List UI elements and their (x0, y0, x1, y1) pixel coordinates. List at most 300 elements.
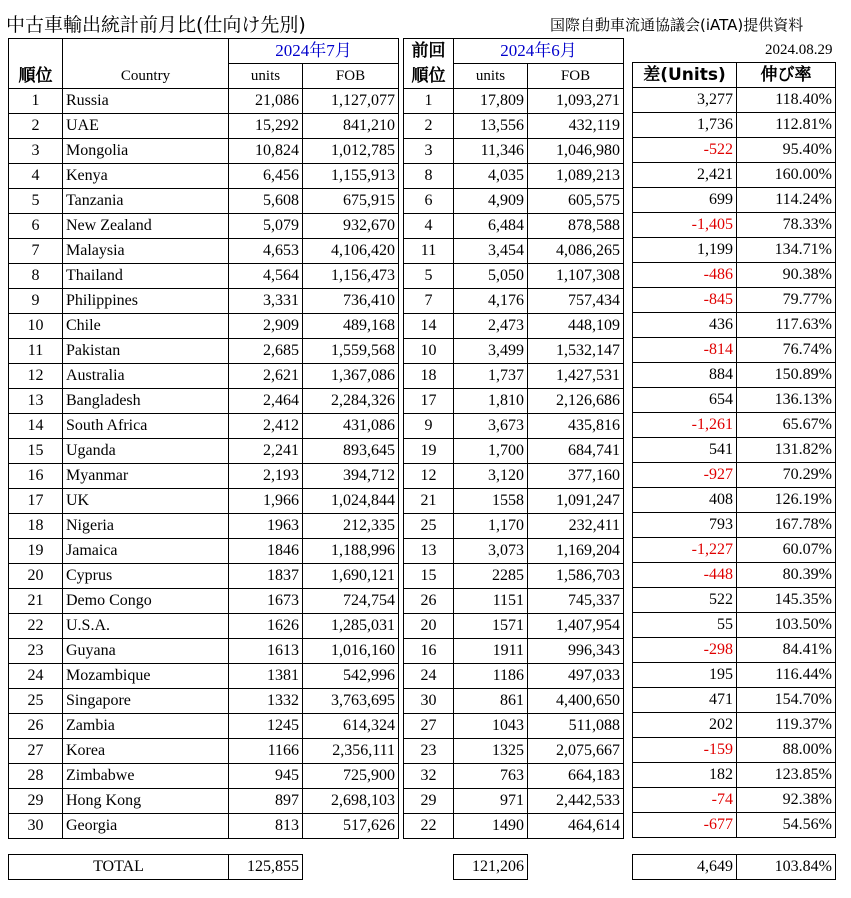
growth-cell: 103.50% (737, 613, 836, 638)
growth-cell: 136.13% (737, 388, 836, 413)
rank-cell: 25 (9, 689, 63, 714)
table-row (404, 514, 624, 539)
table-row (9, 764, 399, 789)
units-cell: 897 (229, 789, 303, 814)
table-row (633, 288, 836, 313)
corner-cell (63, 39, 229, 64)
table-row (404, 714, 624, 739)
diff-cell: 408 (633, 488, 737, 513)
prev-fob-cell: 464,614 (528, 814, 624, 839)
diff-cell: -845 (633, 288, 737, 313)
table-row (633, 113, 836, 138)
country-cell: Mozambique (63, 664, 229, 689)
growth-cell: 80.39% (737, 563, 836, 588)
growth-cell: 70.29% (737, 463, 836, 488)
country-cell: Thailand (63, 264, 229, 289)
prev-fob-cell: 2,126,686 (528, 389, 624, 414)
diff-cell: 3,277 (633, 88, 737, 113)
table-row (633, 538, 836, 563)
units-cell: 1,966 (229, 489, 303, 514)
country-cell: Nigeria (63, 514, 229, 539)
table-row (9, 489, 399, 514)
previous-month-header: 2024年6月 (454, 39, 624, 64)
table-row (633, 788, 836, 813)
fob-cell: 3,763,695 (303, 689, 399, 714)
total-diff: 4,649 (633, 855, 737, 880)
rank-cell: 18 (9, 514, 63, 539)
units-cell: 1381 (229, 664, 303, 689)
country-cell: Bangladesh (63, 389, 229, 414)
country-cell: Zimbabwe (63, 764, 229, 789)
table-row (9, 264, 399, 289)
fob-cell: 725,900 (303, 764, 399, 789)
prev-units-cell: 1,170 (454, 514, 528, 539)
units-header: units (229, 64, 303, 89)
diff-cell: 884 (633, 363, 737, 388)
diff-cell: -814 (633, 338, 737, 363)
fob-cell: 932,670 (303, 214, 399, 239)
country-cell: New Zealand (63, 214, 229, 239)
fob-cell: 736,410 (303, 289, 399, 314)
rank-cell: 13 (9, 389, 63, 414)
fob-cell: 542,996 (303, 664, 399, 689)
prev-rank-cell: 17 (404, 389, 454, 414)
table-row (404, 189, 624, 214)
prev-rank-cell: 30 (404, 689, 454, 714)
prev-fob-cell: 435,816 (528, 414, 624, 439)
growth-cell: 114.24% (737, 188, 836, 213)
table-row (404, 689, 624, 714)
prev-units-cell: 4,176 (454, 289, 528, 314)
prev-fob-cell: 757,434 (528, 289, 624, 314)
diff-cell: 182 (633, 763, 737, 788)
current-month-header: 2024年7月 (229, 39, 399, 64)
table-row (404, 439, 624, 464)
diff-cell: 436 (633, 313, 737, 338)
prev-units-cell: 1490 (454, 814, 528, 839)
table-row (404, 364, 624, 389)
table-row (633, 138, 836, 163)
table-row (9, 564, 399, 589)
table-row (404, 814, 624, 839)
table-row (404, 789, 624, 814)
prev-rank-cell: 8 (404, 164, 454, 189)
fob-cell: 1,188,996 (303, 539, 399, 564)
country-cell: Hong Kong (63, 789, 229, 814)
country-cell: Georgia (63, 814, 229, 839)
country-cell: Malaysia (63, 239, 229, 264)
total-current-table (8, 854, 303, 880)
units-cell: 2,685 (229, 339, 303, 364)
table-row (9, 414, 399, 439)
rank-cell: 27 (9, 739, 63, 764)
fob-cell: 724,754 (303, 589, 399, 614)
diff-cell: -677 (633, 813, 737, 838)
prev-fob-cell: 1,093,271 (528, 89, 624, 114)
diff-cell: -74 (633, 788, 737, 813)
prev-units-cell: 17,809 (454, 89, 528, 114)
prev-units-cell: 3,454 (454, 239, 528, 264)
prev-rank-cell: 26 (404, 589, 454, 614)
growth-cell: 78.33% (737, 213, 836, 238)
prev-rank-cell: 2 (404, 114, 454, 139)
fob-cell: 1,127,077 (303, 89, 399, 114)
table-row (9, 89, 399, 114)
table-row (404, 339, 624, 364)
fob-cell: 675,915 (303, 189, 399, 214)
prev-fob-cell: 1,091,247 (528, 489, 624, 514)
diff-cell: -927 (633, 463, 737, 488)
fob-cell: 1,559,568 (303, 339, 399, 364)
prev-rank-header-bottom: 順位 (404, 64, 454, 89)
prev-rank-cell: 18 (404, 364, 454, 389)
country-cell: Tanzania (63, 189, 229, 214)
country-cell: Philippines (63, 289, 229, 314)
growth-cell: 79.77% (737, 288, 836, 313)
table-row (404, 639, 624, 664)
rank-cell: 4 (9, 164, 63, 189)
growth-cell: 84.41% (737, 638, 836, 663)
prev-fob-cell: 497,033 (528, 664, 624, 689)
table-row (633, 588, 836, 613)
diff-cell: 793 (633, 513, 737, 538)
table-row (9, 814, 399, 839)
rank-cell: 29 (9, 789, 63, 814)
total-previous-table (453, 854, 528, 880)
units-cell: 1673 (229, 589, 303, 614)
growth-cell: 119.37% (737, 713, 836, 738)
rank-cell: 6 (9, 214, 63, 239)
prev-fob-cell: 377,160 (528, 464, 624, 489)
units-cell: 2,412 (229, 414, 303, 439)
units-cell: 1613 (229, 639, 303, 664)
fob-cell: 489,168 (303, 314, 399, 339)
table-row (633, 763, 836, 788)
growth-cell: 123.85% (737, 763, 836, 788)
table-row (9, 614, 399, 639)
rank-cell: 2 (9, 114, 63, 139)
diff-cell: -1,261 (633, 413, 737, 438)
table-row (404, 389, 624, 414)
diff-cell: 55 (633, 613, 737, 638)
prev-units-cell: 6,484 (454, 214, 528, 239)
prev-rank-cell: 12 (404, 464, 454, 489)
table-row (9, 464, 399, 489)
table-row (9, 139, 399, 164)
units-cell: 1332 (229, 689, 303, 714)
table-row (633, 663, 836, 688)
rank-cell: 30 (9, 814, 63, 839)
growth-cell: 60.07% (737, 538, 836, 563)
units-cell: 2,621 (229, 364, 303, 389)
rank-cell: 22 (9, 614, 63, 639)
units-cell: 2,909 (229, 314, 303, 339)
rank-header: 順位 (9, 64, 63, 89)
prev-fob-cell: 511,088 (528, 714, 624, 739)
table-row (9, 214, 399, 239)
table-row (633, 163, 836, 188)
prev-rank-cell: 27 (404, 714, 454, 739)
table-row (9, 364, 399, 389)
units-cell: 1963 (229, 514, 303, 539)
fob-cell: 1,367,086 (303, 364, 399, 389)
country-cell: Uganda (63, 439, 229, 464)
table-row (633, 188, 836, 213)
fob-cell: 2,698,103 (303, 789, 399, 814)
country-cell: Jamaica (63, 539, 229, 564)
report-date: 2024.08.29 (765, 42, 833, 58)
prev-units-cell: 4,035 (454, 164, 528, 189)
prev-fob-cell: 1,586,703 (528, 564, 624, 589)
prev-fob-cell: 232,411 (528, 514, 624, 539)
prev-units-cell: 1,810 (454, 389, 528, 414)
country-cell: South Africa (63, 414, 229, 439)
country-cell: Korea (63, 739, 229, 764)
prev-units-cell: 1186 (454, 664, 528, 689)
growth-cell: 126.19% (737, 488, 836, 513)
table-row (9, 189, 399, 214)
growth-cell: 167.78% (737, 513, 836, 538)
prev-fob-cell: 996,343 (528, 639, 624, 664)
units-cell: 1846 (229, 539, 303, 564)
table-row (633, 313, 836, 338)
prev-rank-cell: 23 (404, 739, 454, 764)
table-row (633, 338, 836, 363)
diff-cell: -159 (633, 738, 737, 763)
prev-units-cell: 1325 (454, 739, 528, 764)
prev-fob-cell: 1,532,147 (528, 339, 624, 364)
prev-units-cell: 3,673 (454, 414, 528, 439)
prev-units-cell: 2,473 (454, 314, 528, 339)
rank-cell: 28 (9, 764, 63, 789)
table-row (404, 239, 624, 264)
current-month-table (8, 38, 399, 839)
rank-cell: 19 (9, 539, 63, 564)
country-cell: Guyana (63, 639, 229, 664)
prev-units-cell: 1558 (454, 489, 528, 514)
rank-cell: 20 (9, 564, 63, 589)
prev-fob-cell: 4,400,650 (528, 689, 624, 714)
fob-cell: 1,285,031 (303, 614, 399, 639)
prev-units-cell: 1911 (454, 639, 528, 664)
growth-cell: 160.00% (737, 163, 836, 188)
prev-units-cell: 3,073 (454, 539, 528, 564)
prev-units-cell: 11,346 (454, 139, 528, 164)
country-cell: Zambia (63, 714, 229, 739)
units-cell: 1837 (229, 564, 303, 589)
growth-cell: 88.00% (737, 738, 836, 763)
rank-cell: 11 (9, 339, 63, 364)
fob-cell: 1,024,844 (303, 489, 399, 514)
table-row (404, 589, 624, 614)
diff-header: 差(Units) (633, 63, 737, 88)
diff-cell: 1,736 (633, 113, 737, 138)
units-cell: 945 (229, 764, 303, 789)
total-diff-table (632, 854, 836, 880)
rank-cell: 23 (9, 639, 63, 664)
rank-cell: 7 (9, 239, 63, 264)
fob-cell: 1,155,913 (303, 164, 399, 189)
prev-rank-cell: 14 (404, 314, 454, 339)
prev-rank-cell: 32 (404, 764, 454, 789)
diff-cell: 654 (633, 388, 737, 413)
diff-cell: 195 (633, 663, 737, 688)
fob-cell: 841,210 (303, 114, 399, 139)
fob-cell: 2,356,111 (303, 739, 399, 764)
table-row (633, 738, 836, 763)
prev-units-cell: 13,556 (454, 114, 528, 139)
fob-cell: 394,712 (303, 464, 399, 489)
prev-units-cell: 1,737 (454, 364, 528, 389)
prev-rank-cell: 4 (404, 214, 454, 239)
fob-header: FOB (303, 64, 399, 89)
table-row (9, 514, 399, 539)
table-row (9, 589, 399, 614)
table-row (404, 739, 624, 764)
prev-rank-cell: 24 (404, 664, 454, 689)
prev-units-cell: 3,120 (454, 464, 528, 489)
growth-cell: 116.44% (737, 663, 836, 688)
rank-cell: 21 (9, 589, 63, 614)
rank-cell: 8 (9, 264, 63, 289)
prev-rank-cell: 29 (404, 789, 454, 814)
table-row (404, 764, 624, 789)
prev-rank-cell: 21 (404, 489, 454, 514)
table-row (633, 363, 836, 388)
fob-cell: 4,106,420 (303, 239, 399, 264)
fob-cell: 614,324 (303, 714, 399, 739)
prev-rank-cell: 16 (404, 639, 454, 664)
prev-units-cell: 1571 (454, 614, 528, 639)
prev-fob-cell: 664,183 (528, 764, 624, 789)
source-note: 国際自動車流通協議会(iATA)提供資料 (550, 16, 804, 34)
table-row (9, 289, 399, 314)
prev-fob-cell: 2,075,667 (528, 739, 624, 764)
prev-rank-cell: 1 (404, 89, 454, 114)
country-header: Country (63, 64, 229, 89)
prev-rank-cell: 11 (404, 239, 454, 264)
diff-cell: 541 (633, 438, 737, 463)
corner-cell (9, 39, 63, 64)
prev-fob-cell: 878,588 (528, 214, 624, 239)
units-cell: 3,331 (229, 289, 303, 314)
rank-cell: 15 (9, 439, 63, 464)
prev-units-cell: 5,050 (454, 264, 528, 289)
table-row (9, 639, 399, 664)
units-cell: 4,653 (229, 239, 303, 264)
country-cell: Demo Congo (63, 589, 229, 614)
units-cell: 2,241 (229, 439, 303, 464)
rank-cell: 10 (9, 314, 63, 339)
rank-cell: 9 (9, 289, 63, 314)
growth-cell: 112.81% (737, 113, 836, 138)
prev-rank-cell: 25 (404, 514, 454, 539)
units-cell: 1245 (229, 714, 303, 739)
table-row (633, 813, 836, 838)
prev-units-header: units (454, 64, 528, 89)
table-row (9, 714, 399, 739)
diff-cell: -522 (633, 138, 737, 163)
table-row (633, 413, 836, 438)
table-row (633, 238, 836, 263)
country-cell: U.S.A. (63, 614, 229, 639)
prev-rank-cell: 9 (404, 414, 454, 439)
prev-units-cell: 861 (454, 689, 528, 714)
prev-fob-cell: 1,089,213 (528, 164, 624, 189)
diff-cell: 1,199 (633, 238, 737, 263)
table-row (9, 539, 399, 564)
table-row (9, 689, 399, 714)
growth-cell: 154.70% (737, 688, 836, 713)
growth-cell: 131.82% (737, 438, 836, 463)
total-label: TOTAL (9, 855, 229, 880)
prev-fob-header: FOB (528, 64, 624, 89)
country-cell: Singapore (63, 689, 229, 714)
units-cell: 2,464 (229, 389, 303, 414)
table-row (404, 664, 624, 689)
diff-cell: 522 (633, 588, 737, 613)
units-cell: 6,456 (229, 164, 303, 189)
prev-rank-header-top: 前回 (404, 39, 454, 64)
total-prev-units: 121,206 (454, 855, 528, 880)
table-row (404, 89, 624, 114)
prev-units-cell: 763 (454, 764, 528, 789)
country-cell: Australia (63, 364, 229, 389)
units-cell: 1626 (229, 614, 303, 639)
diff-cell: -1,405 (633, 213, 737, 238)
rank-cell: 16 (9, 464, 63, 489)
table-row (633, 463, 836, 488)
table-row (633, 638, 836, 663)
growth-header: 伸び率 (737, 63, 836, 88)
table-row (404, 414, 624, 439)
prev-fob-cell: 1,169,204 (528, 539, 624, 564)
table-row (404, 164, 624, 189)
total-growth: 103.84% (737, 855, 836, 880)
table-row (633, 713, 836, 738)
diff-cell: -486 (633, 263, 737, 288)
rank-cell: 5 (9, 189, 63, 214)
growth-cell: 90.38% (737, 263, 836, 288)
growth-cell: 118.40% (737, 88, 836, 113)
prev-fob-cell: 745,337 (528, 589, 624, 614)
prev-rank-cell: 6 (404, 189, 454, 214)
prev-rank-cell: 3 (404, 139, 454, 164)
growth-cell: 92.38% (737, 788, 836, 813)
table-row (404, 289, 624, 314)
table-row (404, 264, 624, 289)
prev-rank-cell: 15 (404, 564, 454, 589)
country-cell: Mongolia (63, 139, 229, 164)
table-row (9, 664, 399, 689)
table-row (404, 614, 624, 639)
table-row (633, 613, 836, 638)
total-units: 125,855 (229, 855, 303, 880)
prev-fob-cell: 1,407,954 (528, 614, 624, 639)
rank-cell: 24 (9, 664, 63, 689)
fob-cell: 1,690,121 (303, 564, 399, 589)
prev-units-cell: 971 (454, 789, 528, 814)
country-cell: Chile (63, 314, 229, 339)
difference-table (632, 38, 836, 838)
table-row (404, 489, 624, 514)
fob-cell: 517,626 (303, 814, 399, 839)
prev-rank-cell: 20 (404, 614, 454, 639)
growth-cell: 145.35% (737, 588, 836, 613)
prev-rank-cell: 19 (404, 439, 454, 464)
table-row (404, 564, 624, 589)
prev-fob-cell: 1,046,980 (528, 139, 624, 164)
